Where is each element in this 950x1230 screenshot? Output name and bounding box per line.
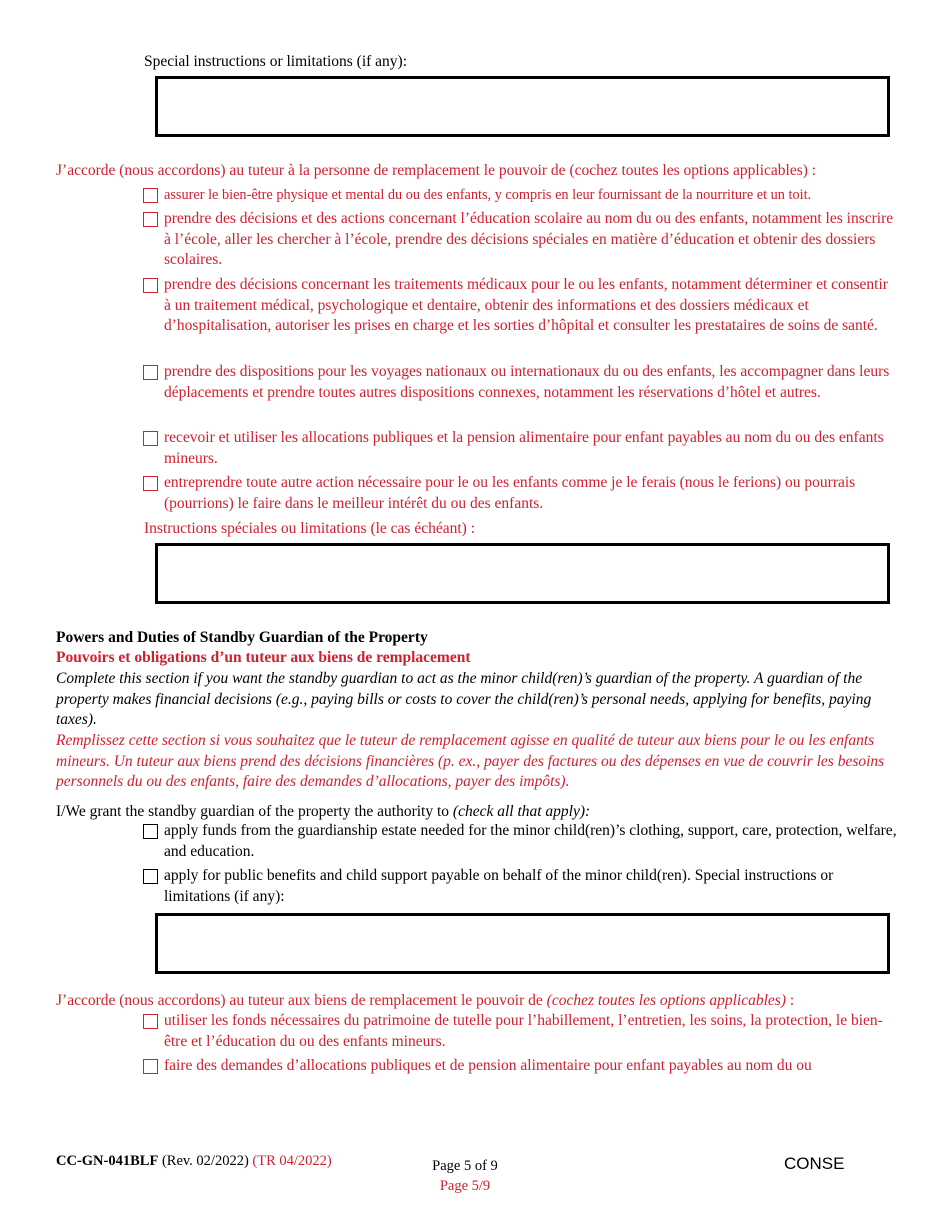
checkbox[interactable]: [143, 365, 158, 380]
grant-en-italic: (check all that apply):: [452, 803, 591, 820]
checkbox[interactable]: [143, 869, 158, 884]
person-option-fr-5: [143, 428, 898, 469]
option-text: recevoir et utiliser les allocations publiques et la pension alimentaire pour enfant payables au nom du ou des enfants mineurs.: [164, 429, 884, 467]
grant-en-property-label: [56, 802, 916, 823]
form-number: CC-GN-041BLF: [56, 1153, 159, 1169]
person-option-fr-6: [143, 473, 898, 514]
option-text: prendre des décisions concernant les traitements médicaux pour le ou les enfants, notamment déterminer et consentir à un traitement médical, psychologique et dentaire, obtenir des informations et des dossiers médicaux et d’hospitalisation, autoriser les prises en charge et les sorties d’hôpital et consulter les prestataires de soins de santé.: [164, 276, 888, 334]
option-text: utiliser les fonds nécessaires du patrimoine de tutelle pour l’habillement, l’entretien, les soins, la protection, le bien-être et l’éducation du ou des enfants mineurs.: [164, 1012, 883, 1050]
option-text: apply funds from the guardianship estate needed for the minor child(ren)’s clothing, support, care, protection, welfare, and education.: [164, 822, 897, 860]
property-desc-en: Complete this section if you want the standby guardian to act as the minor child(ren)’s guardian of the property. A guardian of the property makes financial decisions (e.g., paying bills or costs to cover the child(ren)’s personal needs, applying for benefits, paying taxes).: [56, 670, 872, 728]
special-instructions-fr-field[interactable]: [155, 543, 890, 604]
grant-en-prefix: I/We grant the standby guardian of the property the authority to: [56, 803, 453, 820]
grant-fr-prop-italic: (cochez toutes les options applicables): [546, 992, 786, 1009]
option-text: prendre des dispositions pour les voyages nationaux ou internationaux du ou des enfants, les accompagner dans leurs déplacements et prendre toutes autres dispositions connexes, notamment les réservations d’hôtel et autres.: [164, 363, 890, 401]
property-heading-en: Powers and Duties of Standby Guardian of the Property: [56, 629, 428, 646]
conse-label: CONSE: [784, 1154, 845, 1173]
option-text: entreprendre toute autre action nécessaire pour le ou les enfants comme je le ferais (nous le ferions) ou pourrais (pourrions) le faire dans le meilleur intérêt du ou des enfants.: [164, 474, 856, 512]
translation-revision: (TR 04/2022): [252, 1153, 332, 1169]
property-special-instructions-field[interactable]: [155, 913, 890, 974]
person-option-fr-3: [143, 275, 898, 337]
property-heading-fr: Pouvoirs et obligations d’un tuteur aux biens de remplacement: [56, 649, 471, 666]
grant-fr-prop-suffix: :: [786, 992, 795, 1009]
option-text: assurer le bien-être physique et mental du ou des enfants, y compris en leur fournissant de la nourriture et un toit.: [164, 187, 812, 203]
checkbox[interactable]: [143, 431, 158, 446]
person-option-fr-2: [143, 209, 898, 271]
checkbox[interactable]: [143, 188, 158, 203]
checkbox[interactable]: [143, 212, 158, 227]
grant-fr-property-label: [56, 991, 926, 1012]
checkbox[interactable]: [143, 824, 158, 839]
form-revision: (Rev. 02/2022): [161, 1153, 249, 1169]
special-instructions-fr-label: Instructions spéciales ou limitations (le cas échéant) :: [144, 520, 475, 537]
option-text: faire des demandes d’allocations publiques et de pension alimentaire pour enfant payables au nom du ou: [164, 1057, 812, 1074]
form-id: [56, 1151, 332, 1172]
page-number-en: Page 5 of 9: [432, 1158, 498, 1174]
checkbox[interactable]: [143, 476, 158, 491]
property-option-fr-2: [143, 1056, 898, 1077]
special-instructions-field[interactable]: [155, 76, 890, 137]
property-option-en-2: [143, 866, 898, 907]
property-option-fr-1: [143, 1011, 898, 1052]
checkbox[interactable]: [143, 1059, 158, 1074]
checkbox[interactable]: [143, 1014, 158, 1029]
grant-fr-prop-prefix: J’accorde (nous accordons) au tuteur aux biens de remplacement le pouvoir de: [56, 992, 547, 1009]
option-text: prendre des décisions et des actions concernant l’éducation scolaire au nom du ou des enfants, notamment les inscrire à l’école, aller les chercher à l’école, prendre des décisions spéciales en matière d’éducation et obtenir des dossiers scolaires.: [164, 210, 894, 268]
page-number-fr: Page 5/9: [439, 1178, 491, 1194]
person-option-fr-4: [143, 362, 898, 403]
special-instructions-label: Special instructions or limitations (if any):: [144, 53, 408, 70]
checkbox[interactable]: [143, 278, 158, 293]
grant-fr-person-label: J’accorde (nous accordons) au tuteur à la personne de remplacement le pouvoir de (cochez toutes les options applicables) :: [56, 162, 817, 179]
person-option-fr-1: [143, 185, 898, 206]
property-desc-fr: Remplissez cette section si vous souhaitez que le tuteur de remplacement agisse en qualité de tuteur aux biens pour le ou les enfants mineurs. Un tuteur aux biens prend des décisions financières (p. ex., payer des factures ou des dépenses en vue de couvrir les besoins personnels du ou des enfants, faire des demandes d’allocations, payer des impôts).: [56, 732, 885, 790]
property-option-en-1: [143, 821, 898, 862]
option-text: apply for public benefits and child support payable on behalf of the minor child(ren). Special instructions or limitations (if any):: [164, 867, 834, 905]
